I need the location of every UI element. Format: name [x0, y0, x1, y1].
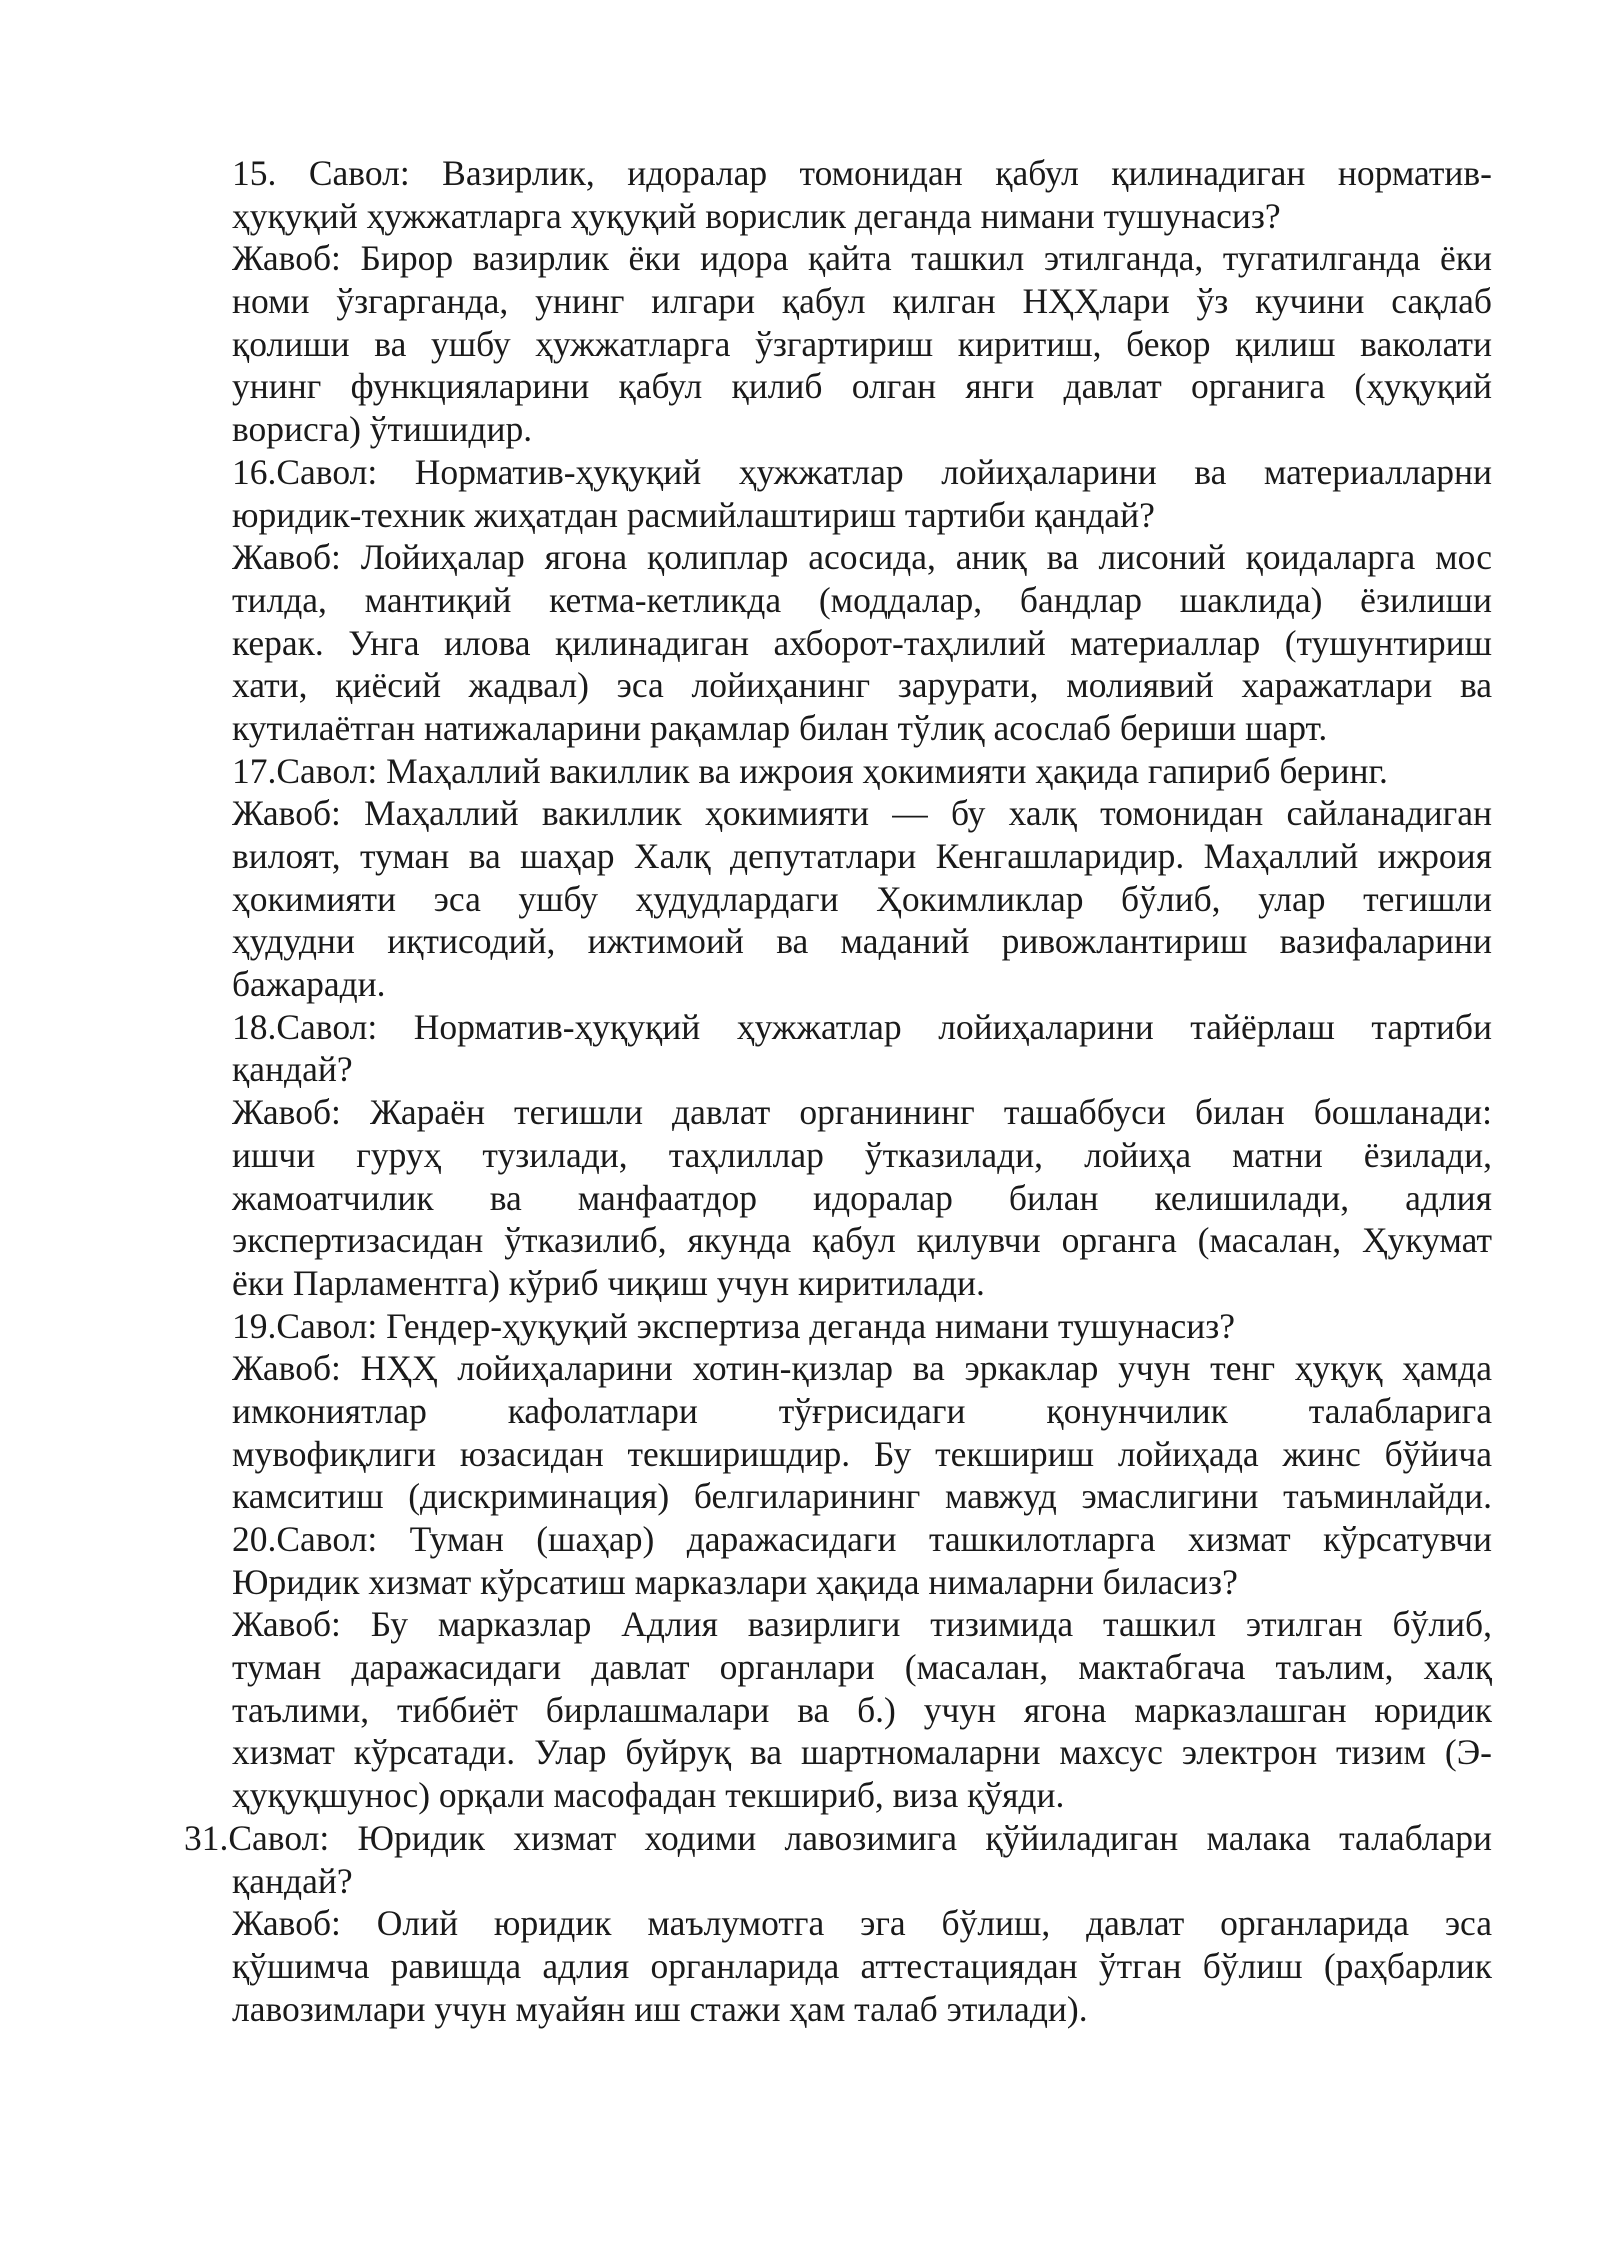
text-line: хизмат кўрсатади. Улар буйруқ ва шартномаларни махсус электрон тизим (Э- — [232, 1732, 1492, 1773]
text-line: Жавоб: Лойиҳалар ягона қолиплар асосида, аниқ ва лисоний қоидаларга мос — [232, 537, 1492, 578]
text-line: ишчи гуруҳ тузилади, таҳлиллар ўтказилади, лойиҳа матни ёзилади, — [232, 1134, 1492, 1175]
text-line: 17.Савол: Маҳаллий вакиллик ва ижроия ҳокимияти ҳақида гапириб беринг. — [232, 750, 1388, 791]
text-line: қўшимча равишда адлия органларида аттестациядан ўтган бўлиш (раҳбарлик — [232, 1945, 1492, 1986]
text-line: ҳуқуқшунос) орқали масофадан текшириб, виза қўяди. — [232, 1775, 1065, 1816]
text-line: туман даражасидаги давлат органлари (масалан, мактабгача таълим, халқ — [232, 1647, 1492, 1688]
text-line: вилоят, туман ва шаҳар Халқ депутатлари Кенгашларидир. Маҳаллий ижроия — [232, 836, 1492, 876]
text-line: номи ўзгарганда, унинг илгари қабул қилган НҲҲлари ўз кучини сақлаб — [232, 281, 1492, 322]
text-line: юридик-техник жиҳатдан расмийлаштириш тартиби қандай? — [232, 494, 1155, 535]
text-line: 16.Савол: Норматив-ҳуқуқий ҳужжатлар лойиҳаларини ва материалларни — [232, 451, 1492, 492]
text-line: таълими, тиббиёт бирлашмалари ва б.) учун ягона марказлашган юридик — [232, 1689, 1492, 1730]
text-line: керак. Унга илова қилинадиган ахборот-таҳлилий материаллар (тушунтириш — [232, 622, 1492, 663]
text-line: Жавоб: Маҳаллий вакиллик ҳокимияти — бу халқ томонидан сайланадиган — [232, 793, 1492, 834]
text-line: 15. Савол: Вазирлик, идоралар томонидан қабул қилинадиган норматив- — [232, 153, 1492, 193]
text-line: Жавоб: НҲҲ лойиҳаларини хотин-қизлар ва эркаклар учун тенг ҳуқуқ ҳамда — [232, 1348, 1492, 1389]
text-line: кутилаётган натижаларини рақамлар билан тўлиқ асослаб бериши шарт. — [232, 707, 1328, 748]
document-body — [184, 152, 1492, 2030]
text-line: ҳокимияти эса ушбу ҳудудлардаги Ҳокимликлар бўлиб, улар тегишли — [232, 878, 1492, 919]
text-line: ҳуқуқий ҳужжатларга ҳуқуқий ворислик деганда нимани тушунасиз? — [232, 195, 1281, 236]
text-line: Жавоб: Бу марказлар Адлия вазирлиги тизимида ташкил этилган бўлиб, — [232, 1604, 1492, 1645]
text-line: жамоатчилик ва манфаатдор идоралар билан келишилади, адлия — [232, 1177, 1492, 1218]
text-line: Жавоб: Олий юридик маълумотга эга бўлиш, давлат органларида эса — [232, 1903, 1492, 1944]
text-line: унинг функцияларини қабул қилиб олган янги давлат органига (ҳуқуқий — [232, 366, 1492, 407]
text-line: экспертизасидан ўтказилиб, якунда қабул қилувчи органга (масалан, Ҳукумат — [232, 1220, 1492, 1261]
text-line: камситиш (дискриминация) белгиларининг мавжуд эмаслигини таъминлайди. — [232, 1476, 1492, 1517]
text-line: қандай? — [232, 1860, 353, 1901]
text-line: қандай? — [232, 1049, 353, 1090]
text-line: бажаради. — [232, 964, 386, 1005]
text-line: Юридик хизмат кўрсатиш марказлари ҳақида нималарни биласиз? — [232, 1561, 1238, 1602]
text-line: 19.Савол: Гендер-ҳуқуқий экспертиза деганда нимани тушунасиз? — [232, 1305, 1236, 1346]
text-line: ёки Парламентга) кўриб чиқиш учун киритилади. — [232, 1262, 985, 1303]
text-line: мувофиқлиги юзасидан текширишдир. Бу текшириш лойиҳада жинс бўйича — [232, 1433, 1492, 1474]
text-line: имкониятлар кафолатлари тўғрисидаги қонунчилик талабларига — [232, 1390, 1492, 1431]
text-line: Жавоб: Жараён тегишли давлат органининг ташаббуси билан бошланади: — [232, 1092, 1492, 1133]
text-line: 20.Савол: Туман (шаҳар) даражасидаги ташкилотларга хизмат кўрсатувчи — [232, 1519, 1492, 1559]
text-line: 18.Савол: Норматив-ҳуқуқий ҳужжатлар лойиҳаларини тайёрлаш тартиби — [232, 1006, 1492, 1047]
text-line: ворисга) ўтишидир. — [232, 409, 533, 450]
text-line: ҳудудни иқтисодий, ижтимоий ва маданий ривожлантириш вазифаларини — [232, 921, 1492, 962]
text-line: хати, қиёсий жадвал) эса лойиҳанинг зарурати, молиявий харажатлари ва — [232, 665, 1492, 706]
text-line: лавозимлари учун муайян иш стажи ҳам талаб этилади). — [232, 1988, 1088, 2029]
text-line: 31.Савол: Юридик хизмат ходими лавозимига қўйиладиган малака талаблари — [184, 1817, 1492, 1858]
text-line: тилда, мантиқий кетма-кетликда (моддалар, бандлар шаклида) ёзилиши — [232, 579, 1492, 620]
text-line: қолиши ва ушбу ҳужжатларга ўзгартириш киритиш, бекор қилиш ваколати — [232, 323, 1492, 364]
text-line: Жавоб: Бирор вазирлик ёки идора қайта ташкил этилганда, тугатилганда ёки — [232, 238, 1492, 279]
